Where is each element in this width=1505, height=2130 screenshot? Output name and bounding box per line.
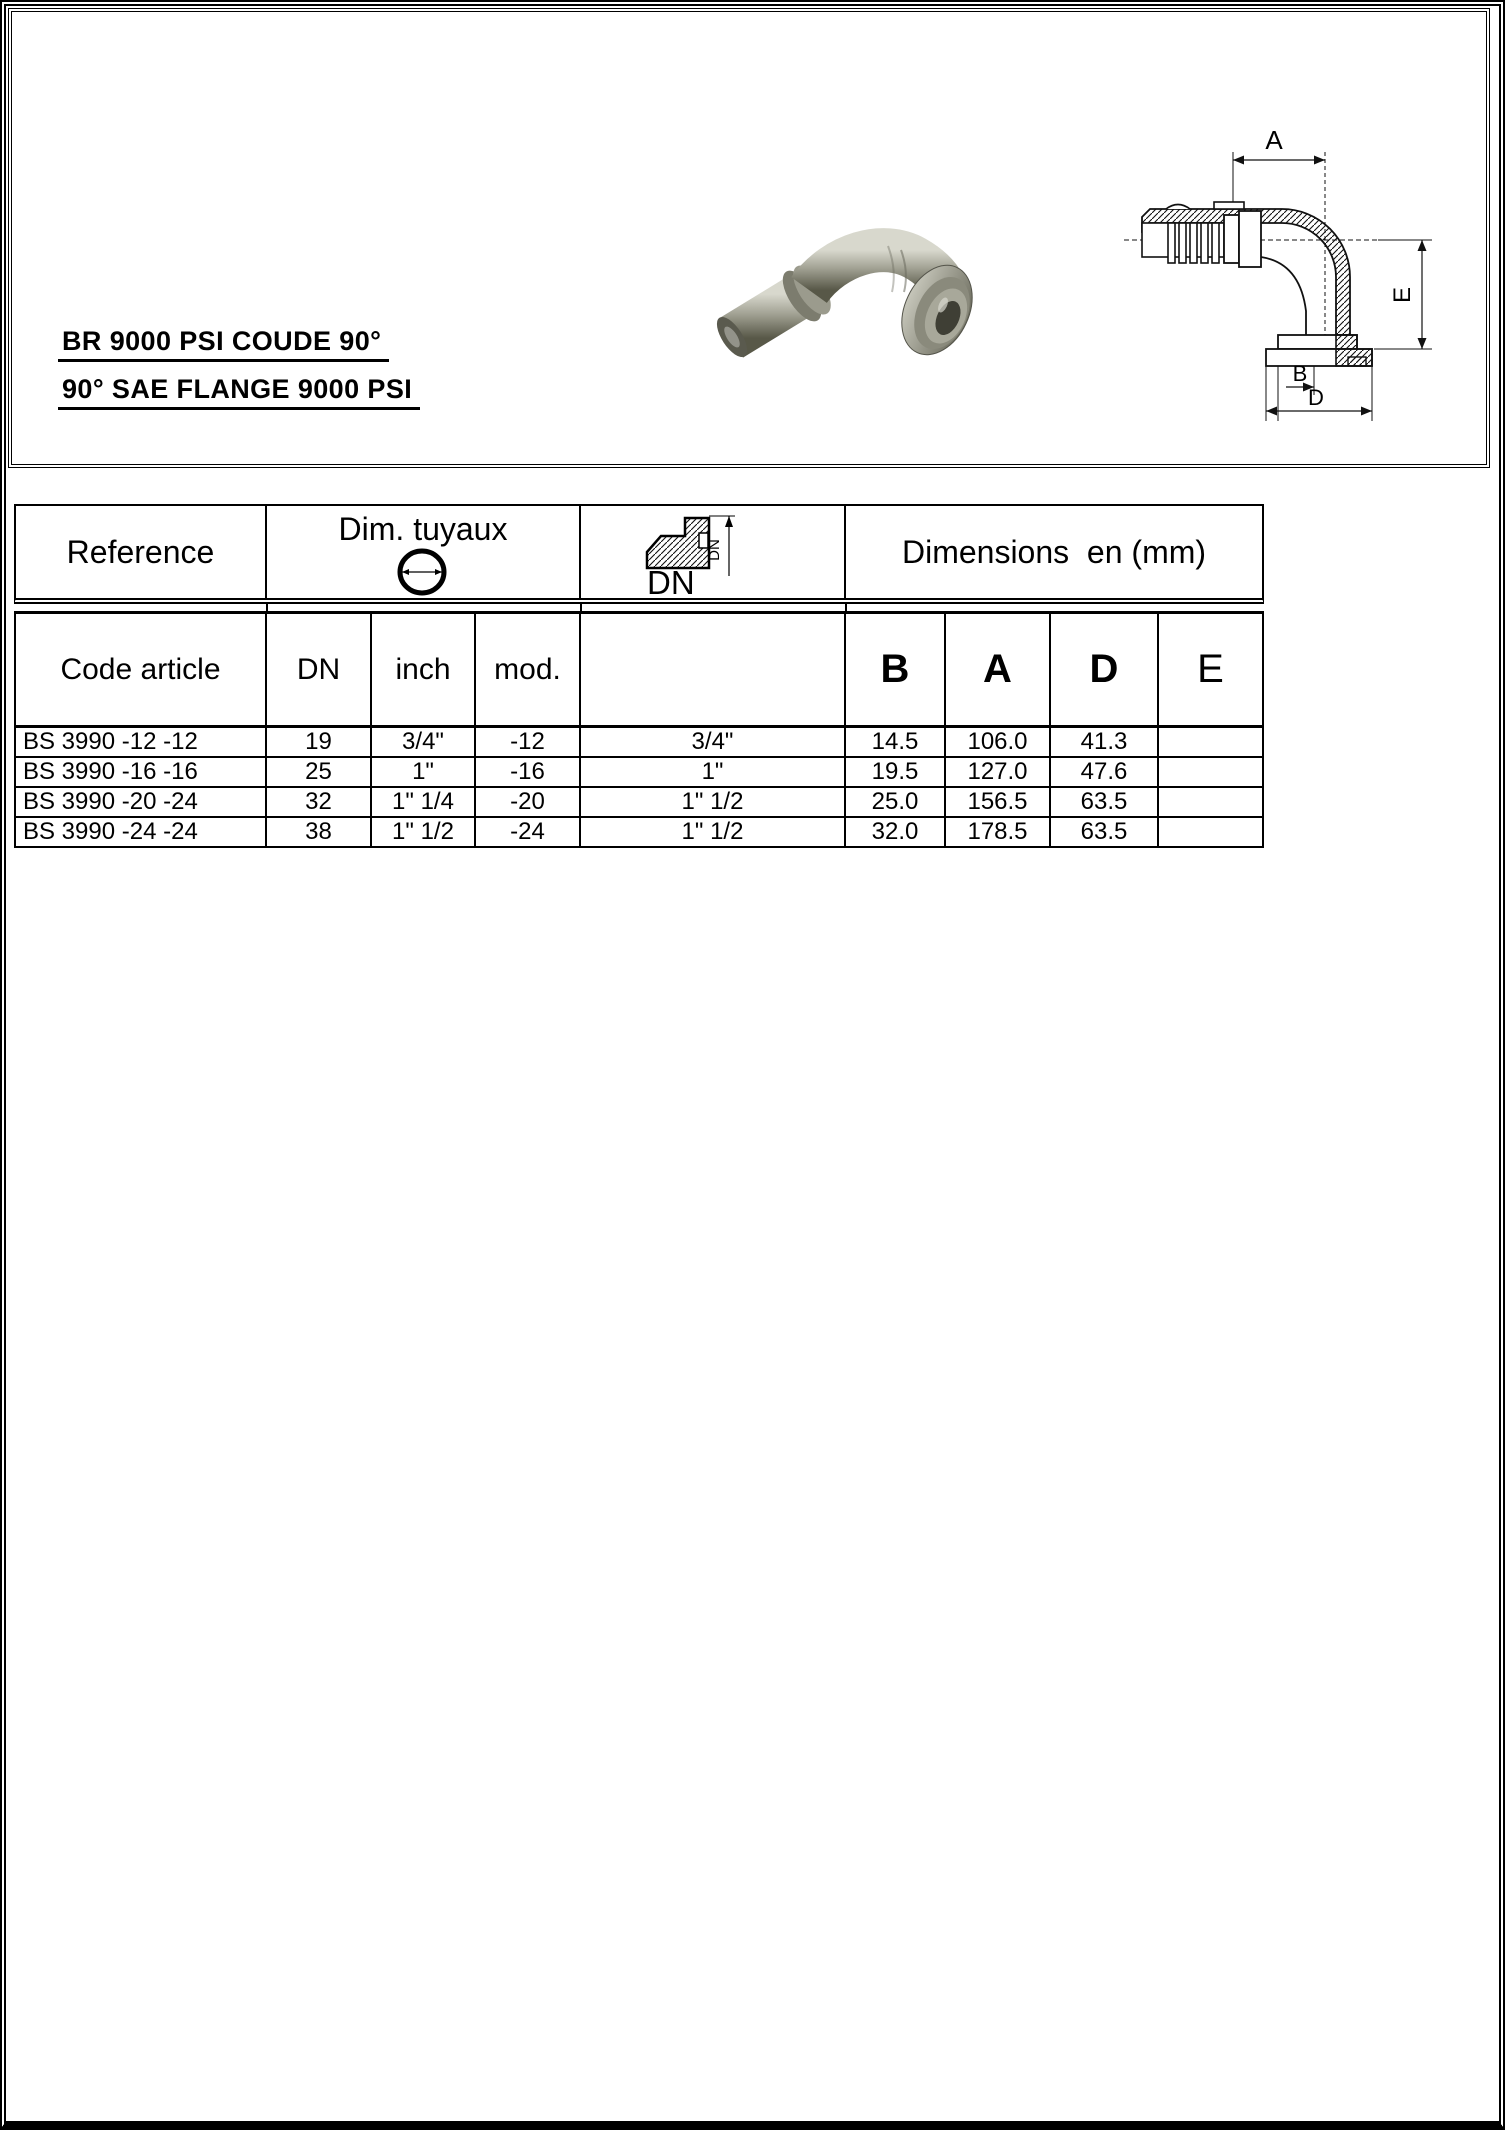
cell-d: 47.6 bbox=[1051, 758, 1159, 786]
cell-e bbox=[1159, 818, 1262, 846]
table-row bbox=[16, 728, 1262, 758]
cell-mod: -16 bbox=[476, 758, 581, 786]
cell-b: 14.5 bbox=[846, 728, 946, 756]
table-header-group bbox=[14, 504, 1264, 604]
cell-dn: 32 bbox=[267, 788, 372, 816]
header-reference-label: Reference bbox=[66, 533, 215, 570]
cell-b: 19.5 bbox=[846, 758, 946, 786]
cell-code: BS 3990 -20 -24 bbox=[16, 788, 267, 816]
cell-inch: 1" 1/2 bbox=[372, 818, 476, 846]
cell-e bbox=[1159, 728, 1262, 756]
technical-drawing bbox=[1110, 105, 1490, 440]
header-frame bbox=[8, 8, 1490, 468]
crimp-bump bbox=[1166, 205, 1190, 210]
barb-rib bbox=[1179, 223, 1186, 263]
column-connector bbox=[580, 603, 582, 611]
column-connector bbox=[266, 603, 268, 611]
table-subheader-row bbox=[16, 614, 1262, 728]
dim-label-e: E bbox=[1389, 286, 1416, 304]
col-header-size bbox=[581, 614, 846, 725]
col-header-e: E bbox=[1197, 647, 1224, 691]
cell-code: BS 3990 -16 -16 bbox=[16, 758, 267, 786]
cell-dn: 19 bbox=[267, 728, 372, 756]
cell-d: 41.3 bbox=[1051, 728, 1159, 756]
collar-step-2 bbox=[1239, 211, 1261, 267]
header-dim-tuyaux-label: Dim. tuyaux bbox=[338, 511, 508, 547]
col-header-d: D bbox=[1051, 614, 1159, 725]
col-header-inch: inch bbox=[372, 614, 476, 725]
barb-rib bbox=[1201, 223, 1208, 263]
cell-e bbox=[1159, 788, 1262, 816]
cell-a: 127.0 bbox=[946, 758, 1051, 786]
cell-a: 156.5 bbox=[946, 788, 1051, 816]
dim-label-b: B bbox=[1292, 361, 1308, 386]
col-header-code-article: Code article bbox=[16, 614, 267, 725]
page-title-en bbox=[58, 374, 420, 410]
pipe-diameter-icon bbox=[396, 546, 450, 598]
collar-step-1 bbox=[1224, 215, 1239, 263]
spec-table bbox=[14, 611, 1264, 848]
dn-label-text: DN bbox=[646, 564, 695, 598]
cell-mod: -20 bbox=[476, 788, 581, 816]
col-header-b: B bbox=[846, 614, 946, 725]
arrow-a-right bbox=[1314, 156, 1325, 165]
crimp-step bbox=[1214, 202, 1244, 209]
flange-foot bbox=[1348, 357, 1366, 366]
title-line-2: 90° SAE FLANGE 9000 PSI bbox=[58, 374, 420, 410]
col-header-mod: mod. bbox=[476, 614, 581, 725]
cell-size: 1" bbox=[581, 758, 846, 786]
cell-mod: -24 bbox=[476, 818, 581, 846]
cell-size: 1" 1/2 bbox=[581, 788, 846, 816]
cell-b: 32.0 bbox=[846, 818, 946, 846]
cell-inch: 1" 1/4 bbox=[372, 788, 476, 816]
cell-b: 25.0 bbox=[846, 788, 946, 816]
cell-inch: 1" bbox=[372, 758, 476, 786]
arrow-e-top bbox=[1418, 240, 1427, 251]
table-row bbox=[16, 818, 1262, 846]
cell-inch: 3/4" bbox=[372, 728, 476, 756]
col-header-a: A bbox=[946, 614, 1051, 725]
cell-size: 3/4" bbox=[581, 728, 846, 756]
table-row bbox=[16, 788, 1262, 818]
cell-mod: -12 bbox=[476, 728, 581, 756]
cell-a: 106.0 bbox=[946, 728, 1051, 756]
product-photo bbox=[705, 210, 975, 368]
barb-rib bbox=[1190, 223, 1197, 263]
cell-dn: 25 bbox=[267, 758, 372, 786]
dim-label-d: D bbox=[1308, 385, 1324, 410]
cell-a: 178.5 bbox=[946, 818, 1051, 846]
flange-neck-section bbox=[1336, 335, 1357, 349]
cell-dn: 38 bbox=[267, 818, 372, 846]
cell-d: 63.5 bbox=[1051, 818, 1159, 846]
dim-label-a: A bbox=[1265, 125, 1283, 155]
cell-e bbox=[1159, 758, 1262, 786]
arrow-a-left bbox=[1233, 156, 1244, 165]
header-dimensions-mm: Dimensions en (mm) bbox=[901, 533, 1207, 570]
arrow-d-left bbox=[1266, 407, 1277, 416]
table-row bbox=[16, 758, 1262, 788]
header-dim-tuyaux bbox=[267, 506, 581, 598]
arrow-e-bottom bbox=[1418, 338, 1427, 349]
col-header-dn: DN bbox=[267, 614, 372, 725]
cell-code: BS 3990 -24 -24 bbox=[16, 818, 267, 846]
dn-dim-text: DN bbox=[705, 539, 723, 561]
column-connector bbox=[845, 603, 847, 611]
arrow-d-right bbox=[1361, 407, 1372, 416]
dn-section-icon bbox=[643, 506, 783, 598]
cell-size: 1" 1/2 bbox=[581, 818, 846, 846]
header-dn-symbol bbox=[581, 506, 846, 598]
cell-d: 63.5 bbox=[1051, 788, 1159, 816]
barb-rib bbox=[1212, 223, 1219, 263]
barb-rib bbox=[1168, 223, 1175, 263]
header-reference bbox=[16, 506, 267, 598]
page-title-fr bbox=[58, 326, 389, 362]
cell-code: BS 3990 -12 -12 bbox=[16, 728, 267, 756]
title-line-1: BR 9000 PSI COUDE 90° bbox=[58, 326, 389, 362]
